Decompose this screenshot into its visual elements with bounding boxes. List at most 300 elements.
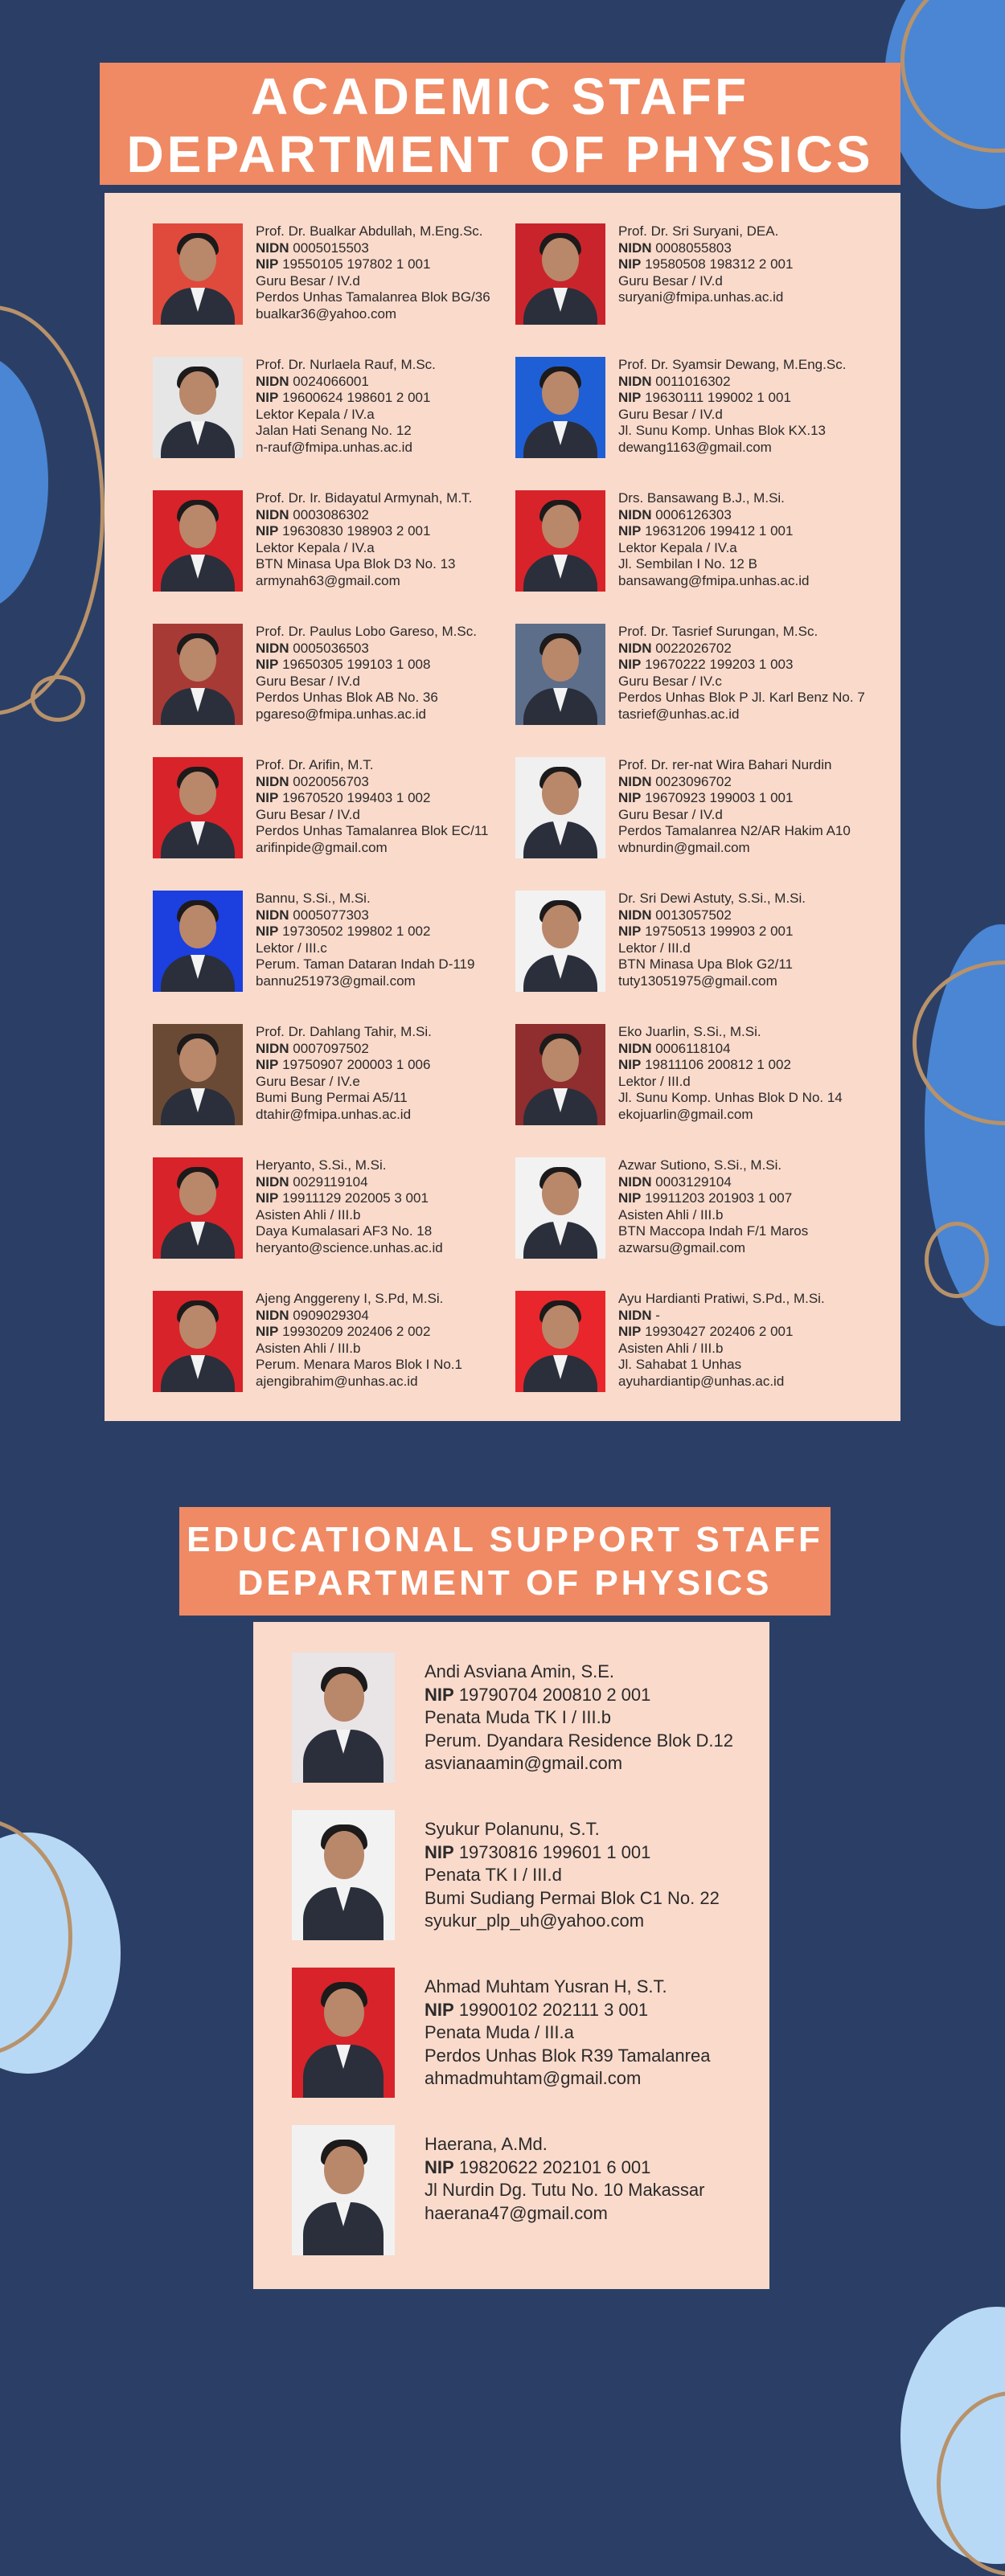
staff-nip-value: 19670222 199203 1 003 [645, 657, 794, 672]
support-staff-banner [179, 1507, 831, 1616]
staff-photo [153, 757, 243, 858]
staff-photo [515, 1291, 605, 1392]
staff-rank: Lektor / III.c [256, 940, 327, 956]
support-staff-card [292, 1810, 758, 1943]
staff-nip-value: 19600624 198601 2 001 [282, 390, 431, 405]
staff-photo [153, 1024, 243, 1125]
staff-rank: Lektor Kepala / IV.a [256, 406, 375, 422]
academic-staff-card [153, 624, 531, 740]
staff-email: ayuhardiantip@unhas.ac.id [618, 1373, 785, 1389]
photo-head [324, 1988, 364, 2037]
staff-email: syukur_plp_uh@yahoo.com [425, 1910, 645, 1931]
staff-info [618, 490, 908, 589]
staff-nip-value: 19900102 202111 3 001 [458, 1999, 649, 2020]
staff-nip-value: 19730502 199802 1 002 [282, 924, 431, 939]
staff-nip-label: NIP [425, 2156, 454, 2177]
staff-info [256, 357, 545, 456]
staff-photo [515, 357, 605, 458]
staff-nidn-value: 0909029304 [293, 1307, 369, 1323]
staff-nidn-label: NIDN [256, 1307, 289, 1323]
staff-photo [515, 490, 605, 592]
photo-head [324, 2146, 364, 2194]
staff-photo [153, 223, 243, 325]
staff-nip [618, 523, 908, 540]
academic-staff-card [515, 1291, 893, 1407]
staff-email: heryanto@science.unhas.ac.id [256, 1239, 443, 1255]
staff-rank: Asisten Ahli / III.b [256, 1206, 361, 1222]
photo-head [179, 772, 216, 815]
staff-name: Haerana, A.Md. [425, 2134, 548, 2154]
staff-nidn-value: 0006126303 [655, 506, 732, 522]
staff-nidn [618, 774, 908, 791]
staff-nidn-value: 0007097502 [293, 1040, 369, 1056]
staff-info [425, 2133, 762, 2225]
staff-nidn-label: NIDN [256, 1173, 289, 1190]
staff-address: Perdos Unhas Tamalanrea Blok EC/11 [256, 823, 489, 838]
staff-address: Jl. Sunu Komp. Unhas Blok D No. 14 [618, 1090, 843, 1105]
staff-nip-value: 19750907 200003 1 006 [282, 1057, 431, 1072]
staff-name: Prof. Dr. Bualkar Abdullah, M.Eng.Sc. [256, 223, 483, 239]
staff-nidn-label: NIDN [618, 907, 652, 923]
staff-photo [292, 1810, 395, 1940]
staff-info [618, 891, 908, 989]
staff-nidn-value: 0003129104 [655, 1173, 732, 1190]
staff-nip-value: 19730816 199601 1 001 [458, 1841, 651, 1862]
staff-nidn [256, 1174, 545, 1191]
staff-nip [425, 2156, 762, 2180]
staff-nip [618, 1057, 908, 1074]
staff-photo [515, 891, 605, 992]
staff-info [425, 1661, 762, 1775]
staff-address: Perum. Menara Maros Blok I No.1 [256, 1357, 462, 1372]
staff-nip-value: 19550105 197802 1 001 [282, 256, 431, 272]
staff-info [256, 490, 545, 589]
staff-nip-label: NIP [618, 523, 642, 539]
staff-nip-value: 19650305 199103 1 008 [282, 657, 431, 672]
support-staff-card [292, 2125, 758, 2258]
staff-nip-label: NIP [256, 1324, 279, 1339]
staff-nidn [618, 1308, 908, 1325]
staff-name: Prof. Dr. Nurlaela Rauf, M.Sc. [256, 357, 436, 372]
staff-nidn-value: 0005015503 [293, 240, 369, 256]
staff-info [256, 223, 545, 322]
academic-title-line2: DEPARTMENT OF PHYSICS [126, 125, 874, 183]
staff-nidn [618, 374, 908, 391]
staff-nidn-value: 0013057502 [655, 907, 732, 923]
staff-address: Perdos Unhas Tamalanrea Blok BG/36 [256, 289, 490, 305]
staff-email: azwarsu@gmail.com [618, 1239, 746, 1255]
staff-rank: Guru Besar / IV.d [618, 272, 723, 289]
academic-staff-card [153, 891, 531, 1007]
staff-nidn-label: NIDN [256, 373, 289, 389]
academic-staff-card [515, 223, 893, 340]
staff-name: Heryanto, S.Si., M.Si. [256, 1157, 387, 1173]
staff-rank: Penata Muda / III.a [425, 2022, 574, 2042]
staff-nip [256, 1190, 545, 1207]
staff-name: Prof. Dr. Sri Suryani, DEA. [618, 223, 779, 239]
staff-email: tasrief@unhas.ac.id [618, 706, 740, 722]
staff-rank: Asisten Ahli / III.b [256, 1340, 361, 1356]
staff-address: Perdos Unhas Blok R39 Tamalanrea [425, 2045, 711, 2066]
staff-nip [256, 1057, 545, 1074]
staff-nidn-value: 0006118104 [655, 1040, 731, 1056]
staff-address: BTN Maccopa Indah F/1 Maros [618, 1223, 809, 1239]
photo-head [542, 371, 579, 415]
academic-staff-card [153, 1024, 531, 1141]
academic-staff-card [515, 357, 893, 473]
staff-address: Jl. Sembilan I No. 12 B [618, 556, 757, 571]
photo-head [179, 371, 216, 415]
photo-head [542, 1305, 579, 1349]
staff-nip-value: 19750513 199903 2 001 [645, 924, 794, 939]
staff-rank: Asisten Ahli / III.b [618, 1340, 724, 1356]
staff-rank: Guru Besar / IV.d [256, 673, 360, 689]
staff-address: Bumi Sudiang Permai Blok C1 No. 22 [425, 1887, 720, 1908]
staff-nidn-value: 0005077303 [293, 907, 369, 923]
staff-nip-label: NIP [618, 657, 642, 672]
staff-nip-label: NIP [256, 1057, 279, 1072]
support-staff-card [292, 1652, 758, 1785]
staff-nip [256, 1324, 545, 1341]
academic-staff-card [515, 891, 893, 1007]
staff-name: Prof. Dr. rer-nat Wira Bahari Nurdin [618, 757, 832, 772]
academic-staff-card [515, 624, 893, 740]
staff-nip [256, 390, 545, 407]
photo-head [179, 238, 216, 281]
staff-name: Prof. Dr. Dahlang Tahir, M.Si. [256, 1024, 432, 1039]
staff-nip [618, 924, 908, 940]
staff-name: Syukur Polanunu, S.T. [425, 1819, 600, 1839]
staff-nidn-label: NIDN [256, 907, 289, 923]
staff-email: suryani@fmipa.unhas.ac.id [618, 289, 784, 305]
staff-email: dewang1163@gmail.com [618, 439, 772, 455]
academic-staff-card [515, 490, 893, 607]
staff-email: bannu251973@gmail.com [256, 973, 416, 989]
decor-ring-right-small [925, 1222, 989, 1298]
staff-email: dtahir@fmipa.unhas.ac.id [256, 1106, 412, 1122]
academic-staff-card [153, 490, 531, 607]
staff-photo [515, 624, 605, 725]
staff-info [618, 1291, 908, 1390]
staff-nip-value: 19911129 202005 3 001 [282, 1190, 429, 1206]
staff-nip [425, 1841, 762, 1865]
staff-nidn [256, 374, 545, 391]
staff-info [256, 1291, 545, 1390]
staff-nip-label: NIP [256, 790, 279, 805]
academic-staff-card [153, 357, 531, 473]
staff-nidn [256, 641, 545, 657]
staff-info [256, 1024, 545, 1123]
photo-head [324, 1831, 364, 1879]
staff-nidn-label: NIDN [618, 1307, 652, 1323]
staff-info [256, 1157, 545, 1256]
academic-staff-banner [100, 63, 900, 185]
staff-email: haerana47@gmail.com [425, 2202, 608, 2223]
staff-nidn-label: NIDN [618, 1173, 652, 1190]
staff-nidn-label: NIDN [618, 773, 652, 789]
staff-email: ajengibrahim@unhas.ac.id [256, 1373, 418, 1389]
staff-info [618, 624, 908, 723]
staff-nidn [618, 240, 908, 257]
academic-staff-card [153, 1157, 531, 1274]
staff-nip [425, 1684, 762, 1707]
staff-photo [153, 490, 243, 592]
support-staff-card [292, 1968, 758, 2100]
photo-head [542, 505, 579, 548]
staff-nip-label: NIP [256, 256, 279, 272]
staff-name: Ajeng Anggereny I, S.Pd, M.Si. [256, 1291, 444, 1306]
staff-nidn-value: 0022026702 [655, 640, 732, 656]
staff-address: Perdos Unhas Blok P Jl. Karl Benz No. 7 [618, 690, 865, 705]
staff-info [256, 757, 545, 856]
staff-nip-label: NIP [618, 924, 642, 939]
staff-rank: Guru Besar / IV.d [618, 406, 723, 422]
staff-address: Jl Nurdin Dg. Tutu No. 10 Makassar [425, 2180, 705, 2200]
staff-address: Jalan Hati Senang No. 12 [256, 423, 412, 438]
staff-nip-label: NIP [256, 1190, 279, 1206]
staff-name: Prof. Dr. Tasrief Surungan, M.Sc. [618, 624, 818, 639]
staff-info [618, 757, 908, 856]
staff-email: n-rauf@fmipa.unhas.ac.id [256, 439, 412, 455]
photo-head [324, 1673, 364, 1722]
staff-nip-value: 19631206 199412 1 001 [645, 523, 794, 539]
staff-rank: Guru Besar / IV.d [256, 806, 360, 822]
staff-name: Prof. Dr. Syamsir Dewang, M.Eng.Sc. [618, 357, 847, 372]
academic-staff-card [515, 1157, 893, 1274]
staff-nip-value: 19670923 199003 1 001 [645, 790, 794, 805]
staff-nidn [256, 240, 545, 257]
staff-nip-value: 19630830 198903 2 001 [282, 523, 431, 539]
staff-email: ekojuarlin@gmail.com [618, 1106, 753, 1122]
staff-photo [153, 891, 243, 992]
staff-info [425, 1976, 762, 2091]
staff-photo [153, 357, 243, 458]
staff-nidn-value: - [655, 1307, 660, 1323]
staff-nidn-label: NIDN [618, 373, 652, 389]
staff-name: Azwar Sutiono, S.Si., M.Si. [618, 1157, 782, 1173]
staff-email: ahmadmuhtam@gmail.com [425, 2068, 642, 2088]
staff-nip-label: NIP [618, 790, 642, 805]
staff-nidn-label: NIDN [618, 240, 652, 256]
academic-staff-card [515, 757, 893, 874]
staff-nidn-value: 0023096702 [655, 773, 732, 789]
decor-ring-left-upper [0, 305, 105, 715]
support-title-line1: EDUCATIONAL SUPPORT STAFF [187, 1520, 823, 1559]
staff-nidn-value: 0008055803 [655, 240, 732, 256]
staff-address: Perdos Tamalanrea N2/AR Hakim A10 [618, 823, 851, 838]
staff-nip-label: NIP [256, 657, 279, 672]
photo-head [542, 772, 579, 815]
staff-nidn [618, 907, 908, 924]
decor-ring-left-small [31, 675, 85, 722]
staff-email: pgareso@fmipa.unhas.ac.id [256, 706, 426, 722]
staff-name: Dr. Sri Dewi Astuty, S.Si., M.Si. [618, 891, 806, 906]
staff-nip [618, 256, 908, 273]
staff-info [618, 1157, 908, 1256]
staff-nidn-value: 0024066001 [293, 373, 369, 389]
staff-name: Prof. Dr. Paulus Lobo Gareso, M.Sc. [256, 624, 477, 639]
staff-nip-label: NIP [618, 1324, 642, 1339]
staff-nidn-value: 0011016302 [655, 373, 731, 389]
staff-photo [292, 1652, 395, 1783]
staff-nip [256, 657, 545, 674]
photo-head [179, 1038, 216, 1082]
photo-head [542, 238, 579, 281]
staff-photo [292, 2125, 395, 2255]
staff-nidn-label: NIDN [256, 640, 289, 656]
academic-staff-panel [105, 193, 900, 1421]
staff-nip-label: NIP [425, 1999, 454, 2020]
staff-email: bualkar36@yahoo.com [256, 305, 397, 321]
photo-head [179, 638, 216, 682]
staff-photo [153, 1291, 243, 1392]
academic-staff-card [153, 757, 531, 874]
staff-email: asvianaamin@gmail.com [425, 1753, 623, 1773]
staff-nip [618, 1324, 908, 1341]
staff-nip-value: 19930209 202406 2 002 [282, 1324, 431, 1339]
staff-nip-label: NIP [425, 1841, 454, 1862]
staff-address: Perum. Dyandara Residence Blok D.12 [425, 1730, 733, 1751]
staff-nidn [256, 507, 545, 524]
staff-nidn-label: NIDN [256, 506, 289, 522]
staff-nip [256, 790, 545, 807]
staff-email: bansawang@fmipa.unhas.ac.id [618, 572, 810, 588]
staff-info [256, 624, 545, 723]
academic-title-line1: ACADEMIC STAFF [250, 68, 750, 125]
staff-name: Prof. Dr. Arifin, M.T. [256, 757, 374, 772]
photo-head [542, 1038, 579, 1082]
staff-name: Eko Juarlin, S.Si., M.Si. [618, 1024, 761, 1039]
staff-nidn-value: 0003086302 [293, 506, 369, 522]
staff-email: tuty13051975@gmail.com [618, 973, 777, 989]
staff-name: Bannu, S.Si., M.Si. [256, 891, 371, 906]
staff-nip-label: NIP [256, 924, 279, 939]
staff-address: Jl. Sahabat 1 Unhas [618, 1357, 742, 1372]
staff-nip [618, 790, 908, 807]
staff-info [618, 357, 908, 456]
staff-nidn-label: NIDN [618, 640, 652, 656]
support-staff-panel [253, 1622, 769, 2289]
staff-photo [515, 223, 605, 325]
staff-nip-value: 19670520 199403 1 002 [282, 790, 431, 805]
photo-head [179, 1172, 216, 1215]
staff-info [618, 223, 908, 306]
staff-nidn [256, 774, 545, 791]
staff-name: Prof. Dr. Ir. Bidayatul Armynah, M.T. [256, 490, 473, 506]
staff-rank: Lektor Kepala / IV.a [256, 539, 375, 555]
staff-nip-label: NIP [618, 1057, 642, 1072]
staff-name: Ayu Hardianti Pratiwi, S.Pd., M.Si. [618, 1291, 825, 1306]
staff-nip-value: 19820622 202101 6 001 [458, 2156, 651, 2177]
staff-nidn-value: 0020056703 [293, 773, 369, 789]
staff-nidn-label: NIDN [256, 240, 289, 256]
staff-rank: Guru Besar / IV.d [256, 272, 360, 289]
staff-nidn [256, 907, 545, 924]
staff-nidn [256, 1041, 545, 1058]
staff-nip [425, 1999, 762, 2022]
staff-nip-value: 19811106 200812 1 002 [645, 1057, 791, 1072]
staff-nidn [618, 507, 908, 524]
staff-nip [618, 657, 908, 674]
staff-nip-label: NIP [618, 1190, 642, 1206]
academic-staff-card [153, 1291, 531, 1407]
staff-nip-value: 19630111 199002 1 001 [645, 390, 791, 405]
photo-head [542, 905, 579, 948]
photo-head [179, 905, 216, 948]
staff-info [256, 891, 545, 989]
staff-nip-label: NIP [618, 390, 642, 405]
staff-photo [153, 1157, 243, 1259]
staff-email: armynah63@gmail.com [256, 572, 400, 588]
staff-rank: Guru Besar / IV.e [256, 1073, 360, 1089]
staff-rank: Lektor / III.d [618, 940, 691, 956]
staff-address: Bumi Bung Permai A5/11 [256, 1090, 408, 1105]
staff-rank: Guru Besar / IV.d [618, 806, 723, 822]
staff-name: Ahmad Muhtam Yusran H, S.T. [425, 1976, 667, 1997]
staff-address: Perum. Taman Dataran Indah D-119 [256, 956, 475, 972]
photo-head [179, 1305, 216, 1349]
staff-nip [618, 390, 908, 407]
staff-rank: Lektor Kepala / IV.a [618, 539, 737, 555]
staff-nidn-value: 0005036503 [293, 640, 369, 656]
staff-address: BTN Minasa Upa Blok G2/11 [618, 956, 793, 972]
staff-email: arifinpide@gmail.com [256, 839, 388, 855]
staff-nip-value: 19911203 201903 1 007 [645, 1190, 793, 1206]
staff-nip-value: 19580508 198312 2 001 [645, 256, 794, 272]
staff-nip-label: NIP [256, 390, 279, 405]
staff-email: wbnurdin@gmail.com [618, 839, 750, 855]
photo-head [542, 638, 579, 682]
staff-nip [256, 523, 545, 540]
staff-photo [292, 1968, 395, 2098]
academic-staff-card [153, 223, 531, 340]
photo-head [179, 505, 216, 548]
staff-nidn-label: NIDN [618, 506, 652, 522]
staff-name: Drs. Bansawang B.J., M.Si. [618, 490, 785, 506]
staff-nip-label: NIP [425, 1684, 454, 1705]
support-title-line2: DEPARTMENT OF PHYSICS [237, 1563, 773, 1603]
staff-photo [515, 757, 605, 858]
staff-rank: Penata TK I / III.d [425, 1865, 562, 1885]
staff-info [618, 1024, 908, 1123]
staff-info [425, 1818, 762, 1933]
staff-nidn-label: NIDN [618, 1040, 652, 1056]
staff-name: Andi Asviana Amin, S.E. [425, 1661, 615, 1681]
staff-nidn [618, 1174, 908, 1191]
staff-rank: Penata Muda TK I / III.b [425, 1707, 611, 1727]
staff-nidn [618, 1041, 908, 1058]
staff-rank: Lektor / III.d [618, 1073, 691, 1089]
staff-address: BTN Minasa Upa Blok D3 No. 13 [256, 556, 456, 571]
photo-head [542, 1172, 579, 1215]
staff-photo [515, 1024, 605, 1125]
staff-nip [618, 1190, 908, 1207]
staff-nidn-label: NIDN [256, 773, 289, 789]
staff-nidn-label: NIDN [256, 1040, 289, 1056]
staff-nip-label: NIP [618, 256, 642, 272]
staff-nidn-value: 0029119104 [293, 1173, 368, 1190]
staff-nidn [256, 1308, 545, 1325]
staff-rank: Guru Besar / IV.c [618, 673, 722, 689]
staff-nip-label: NIP [256, 523, 279, 539]
staff-nip-value: 19930427 202406 2 001 [645, 1324, 794, 1339]
staff-photo [515, 1157, 605, 1259]
staff-nip [256, 256, 545, 273]
staff-address: Daya Kumalasari AF3 No. 18 [256, 1223, 433, 1239]
staff-rank: Asisten Ahli / III.b [618, 1206, 724, 1222]
staff-nidn [618, 641, 908, 657]
staff-address: Jl. Sunu Komp. Unhas Blok KX.13 [618, 423, 826, 438]
